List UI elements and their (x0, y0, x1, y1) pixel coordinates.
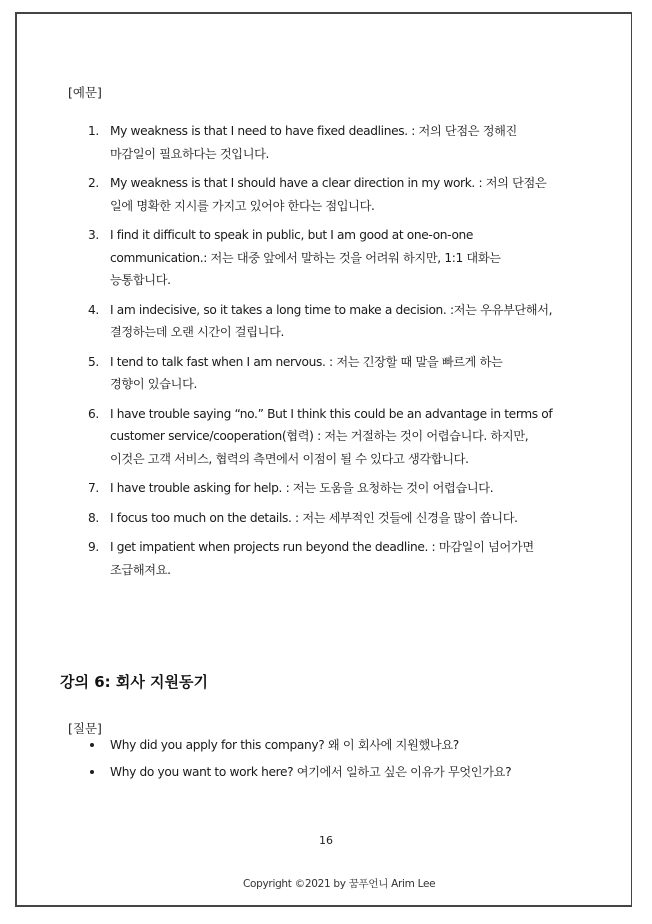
list-item: 7. I have trouble asking for help. : 저는 도움을 요청하는 것이 어렵습니다. (88, 481, 494, 495)
bullet-icon (90, 743, 94, 747)
bullet-icon (90, 770, 94, 774)
list-item: 6. I have trouble saying “no.” But I think this could be an advantage in terms of customer service/cooperation(협력) : 저는 거절하는 것이 어렵습니다. 하지만, 이것은 고객 서비스, 협력의 측면에서 이점이 될 수 있다고 생각합니다. (88, 406, 553, 466)
list-item: 5. I tend to talk fast when I am nervous. : 저는 긴장할 때 말을 빠르게 하는 경향이 있습니다. (88, 354, 503, 391)
list-item: 9. I get impatient when projects run beyond the deadline. : 마감일이 넘어가면 조급해져요. (88, 540, 534, 577)
list-item: 1. My weakness is that I need to have fixed deadlines. : 저의 단점은 정해진 마감일이 필요하다는 것입니다. (88, 124, 517, 161)
list-item: 4. I am indecisive, so it takes a long time to make a decision. :저는 우유부단해서, 결정하는데 오랜 시간이 걸립니다. (88, 302, 553, 339)
section-heading: 강의 6: 회사 지원동기 (60, 673, 209, 691)
list-item: Why did you apply for this company? 왜 이 회사에 지원했나요? (90, 734, 600, 756)
list-item: 3. I find it difficult to speak in public, but I am good at one-on-one communication.: 저는 대중 앞에서 말하는 것을 어려워 하지만, 1:1 대화는 능통합니다. (88, 228, 501, 287)
page-number: 16 (319, 834, 333, 847)
question-list (90, 734, 600, 788)
list-item: 2. My weakness is that I should have a clear direction in my work. : 저의 단점은 일에 명확한 지시를 가지고 있어야 한다는 점입니다. (88, 176, 547, 213)
list-item: Why do you want to work here? 여기에서 일하고 싶은 이유가 무엇인가요? (90, 761, 600, 783)
example-list (88, 120, 598, 588)
copyright-footer: Copyright ©2021 by 꿈푸언니 Arim Lee (243, 878, 436, 890)
list-item: 8. I focus too much on the details. : 저는 세부적인 것들에 신경을 많이 씁니다. (88, 510, 518, 525)
question-label: [질문] (68, 721, 102, 736)
example-label: [예문] (68, 85, 102, 100)
